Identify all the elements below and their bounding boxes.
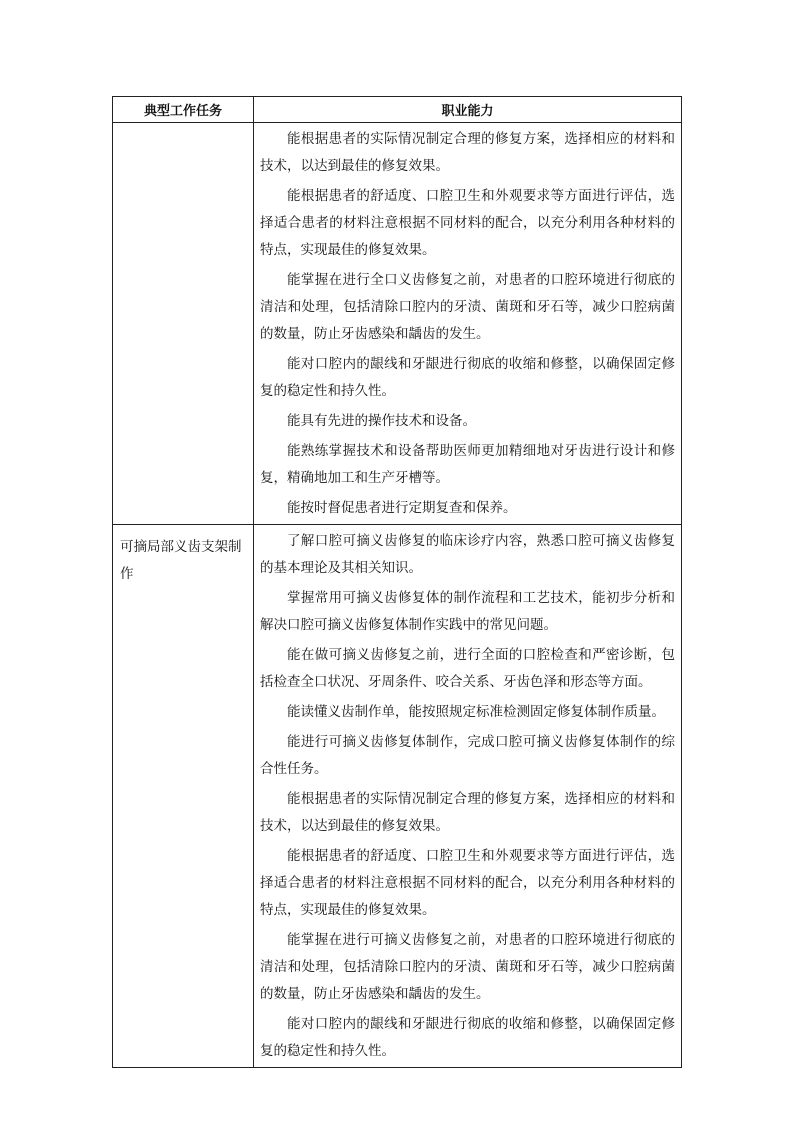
ability-paragraph: 能掌握在进行可摘义齿修复之前，对患者的口腔环境进行彻底的清洁和处理，包括清除口腔内的牙渍、菌斑和牙石等，减少口腔病菌的数量，防止牙齿感染和龋齿的发生。 — [260, 932, 675, 1002]
ability-paragraph: 能按时督促患者进行定期复查和保养。 — [287, 500, 517, 516]
ability-paragraph: 能进行可摘义齿修复体制作，完成口腔可摘义齿修复体制作的综合性任务。 — [260, 734, 675, 777]
task-cell — [113, 123, 254, 525]
task-cell: 可摘局部义齿支架制作 — [113, 525, 254, 1068]
ability-paragraph: 掌握常用可摘义齿修复体的制作流程和工艺技术，能初步分析和解决口腔可摘义齿修复体制作实践中的常见问题。 — [260, 590, 675, 633]
ability-cell — [254, 123, 682, 525]
ability-paragraph: 能根据患者的舒适度、口腔卫生和外观要求等方面进行评估，选择适合患者的材料注意根据不同材料的配合，以充分利用各种材料的特点，实现最佳的修复效果。 — [260, 848, 675, 918]
ability-paragraph: 能熟练掌握技术和设备帮助医师更加精细地对牙齿进行设计和修复，精确地加工和生产牙槽等。 — [260, 443, 675, 486]
ability-paragraph: 能根据患者的舒适度、口腔卫生和外观要求等方面进行评估，选择适合患者的材料注意根据不同材料的配合，以充分利用各种材料的特点，实现最佳的修复效果。 — [260, 188, 675, 258]
ability-paragraph: 了解口腔可摘义齿修复的临床诊疗内容，熟悉口腔可摘义齿修复的基本理论及其相关知识。 — [260, 533, 675, 576]
ability-cell — [254, 525, 682, 1068]
header-task: 典型工作任务 — [113, 97, 254, 123]
table-row — [113, 525, 682, 1068]
competency-table — [112, 96, 682, 1068]
ability-paragraph: 能掌握在进行全口义齿修复之前，对患者的口腔环境进行彻底的清洁和处理，包括清除口腔内的牙渍、菌斑和牙石等，减少口腔病菌的数量，防止牙齿感染和龋齿的发生。 — [260, 272, 675, 342]
ability-paragraph: 能在做可摘义齿修复之前，进行全面的口腔检查和严密诊断，包括检查全口状况、牙周条件、咬合关系、牙齿色泽和形态等方面。 — [260, 647, 675, 690]
table-header-row — [113, 97, 682, 123]
ability-paragraph: 能读懂义齿制作单，能按照规定标准检测固定修复体制作质量。 — [287, 704, 665, 720]
table-row — [113, 123, 682, 525]
ability-paragraph: 能对口腔内的龈线和牙龈进行彻底的收缩和修整，以确保固定修复的稳定性和持久性。 — [260, 1016, 675, 1059]
ability-paragraph: 能具有先进的操作技术和设备。 — [287, 413, 476, 429]
header-ability: 职业能力 — [254, 97, 682, 123]
ability-paragraph: 能对口腔内的龈线和牙龈进行彻底的收缩和修整，以确保固定修复的稳定性和持久性。 — [260, 356, 675, 399]
ability-paragraph: 能根据患者的实际情况制定合理的修复方案，选择相应的材料和技术，以达到最佳的修复效果。 — [260, 131, 675, 174]
ability-paragraph: 能根据患者的实际情况制定合理的修复方案，选择相应的材料和技术，以达到最佳的修复效果。 — [260, 791, 675, 834]
